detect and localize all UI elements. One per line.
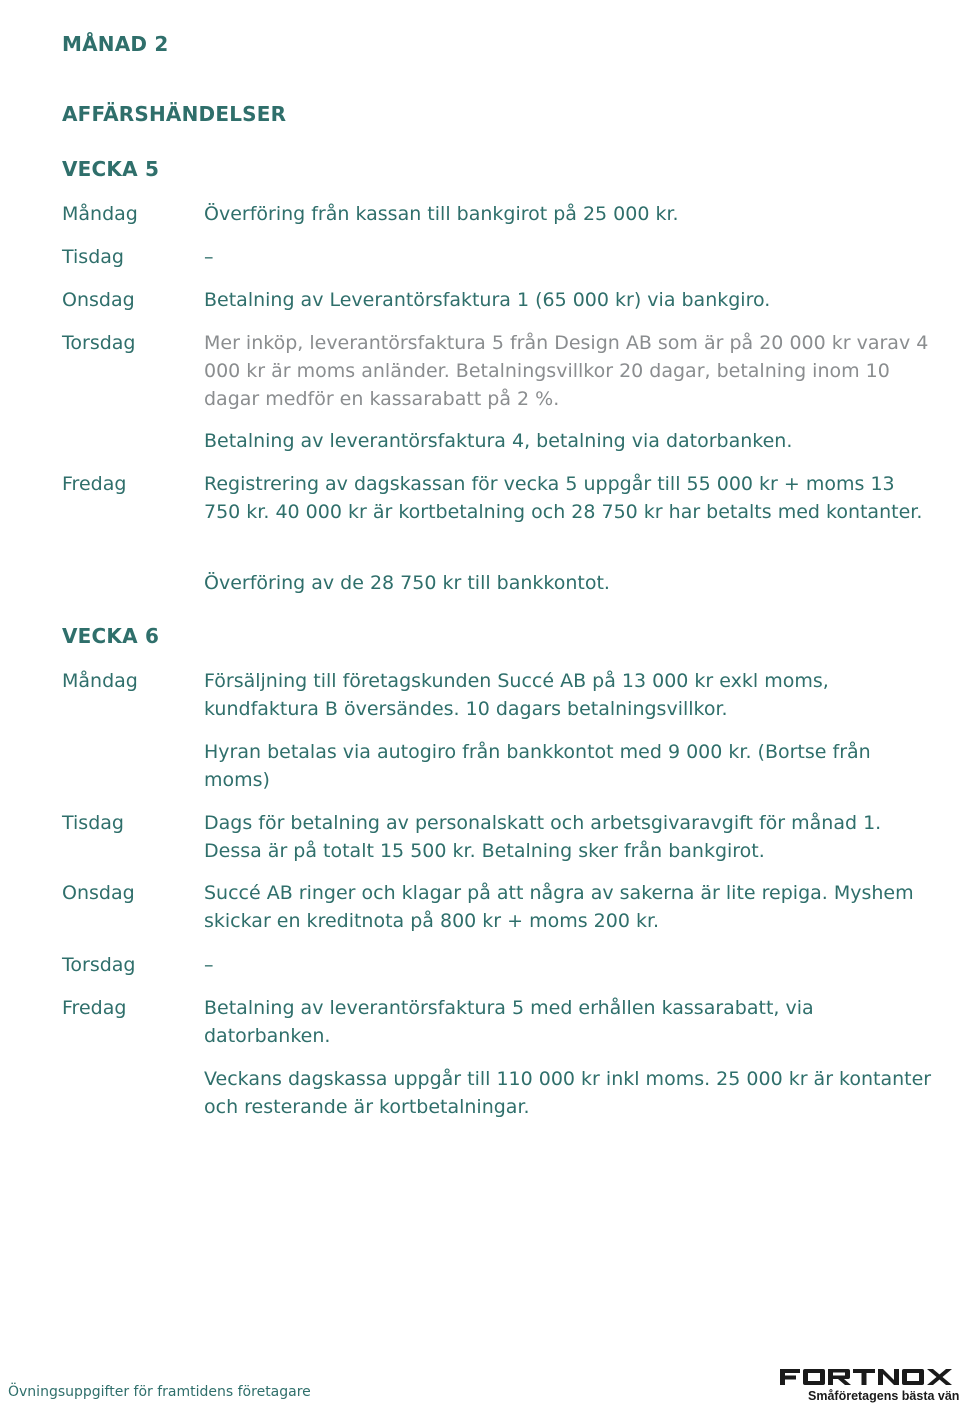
event-text: Mer inköp, leverantörsfaktura 5 från Design AB som är på 20 000 kr varav 4 000 kr är moms anländer. Betalningsvillkor 20 dagar, betalning inom 10 dagar medför en kassarabatt på 2 %.: [204, 332, 929, 410]
day-label: Tisdag: [62, 812, 124, 834]
event-text: Veckans dagskassa uppgår till 110 000 kr inkl moms. 25 000 kr är kontanter och resterande är kortbetalningar.: [204, 1068, 932, 1118]
event-text: Dags för betalning av personalskatt och arbetsgivaravgift för månad 1. Dessa är på totalt 15 500 kr. Betalning sker från bankgirot.: [204, 812, 882, 862]
event-dash: –: [204, 954, 214, 976]
day-label: Tisdag: [62, 246, 124, 268]
day-label: Måndag: [62, 203, 138, 225]
event-text: Hyran betalas via autogiro från bankkontot med 9 000 kr. (Bortse från moms): [204, 741, 871, 791]
logo-wordmark: [780, 1367, 952, 1387]
day-label: Onsdag: [62, 289, 135, 311]
event-text: Betalning av Leverantörsfaktura 1 (65 000 kr) via bankgiro.: [204, 289, 771, 311]
event-text: Registrering av dagskassan för vecka 5 uppgår till 55 000 kr + moms 13 750 kr. 40 000 kr är kortbetalning och 28 750 kr har betalts med kontanter.: [204, 473, 923, 523]
day-label: Fredag: [62, 997, 127, 1019]
footer-text: Övningsuppgifter för framtidens företagare: [8, 1384, 311, 1400]
logo-tagline: Småföretagens bästa vän: [808, 1389, 960, 1403]
day-label: Torsdag: [62, 954, 136, 976]
event-text: Försäljning till företagskunden Succé AB på 13 000 kr exkl moms, kundfaktura B översändes. 10 dagars betalningsvillkor.: [204, 670, 829, 720]
event-text: Överföring av de 28 750 kr till bankkontot.: [204, 572, 610, 594]
event-text: Betalning av leverantörsfaktura 5 med erhållen kassarabatt, via datorbanken.: [204, 997, 814, 1047]
event-dash: –: [204, 246, 214, 268]
week-heading: VECKA 5: [62, 157, 160, 181]
event-text: Succé AB ringer och klagar på att några av sakerna är lite repiga. Myshem skickar en kreditnota på 800 kr + moms 200 kr.: [204, 882, 914, 932]
page-title: MÅNAD 2: [62, 32, 169, 56]
event-text: Betalning av leverantörsfaktura 4, betalning via datorbanken.: [204, 430, 793, 452]
event-text: Överföring från kassan till bankgirot på 25 000 kr.: [204, 203, 679, 225]
day-label: Onsdag: [62, 882, 135, 904]
day-label: Torsdag: [62, 332, 136, 354]
week-heading: VECKA 6: [62, 624, 160, 648]
fortnox-logo: [780, 1367, 960, 1405]
section-heading: AFFÄRSHÄNDELSER: [62, 102, 287, 126]
day-label: Fredag: [62, 473, 127, 495]
day-label: Måndag: [62, 670, 138, 692]
